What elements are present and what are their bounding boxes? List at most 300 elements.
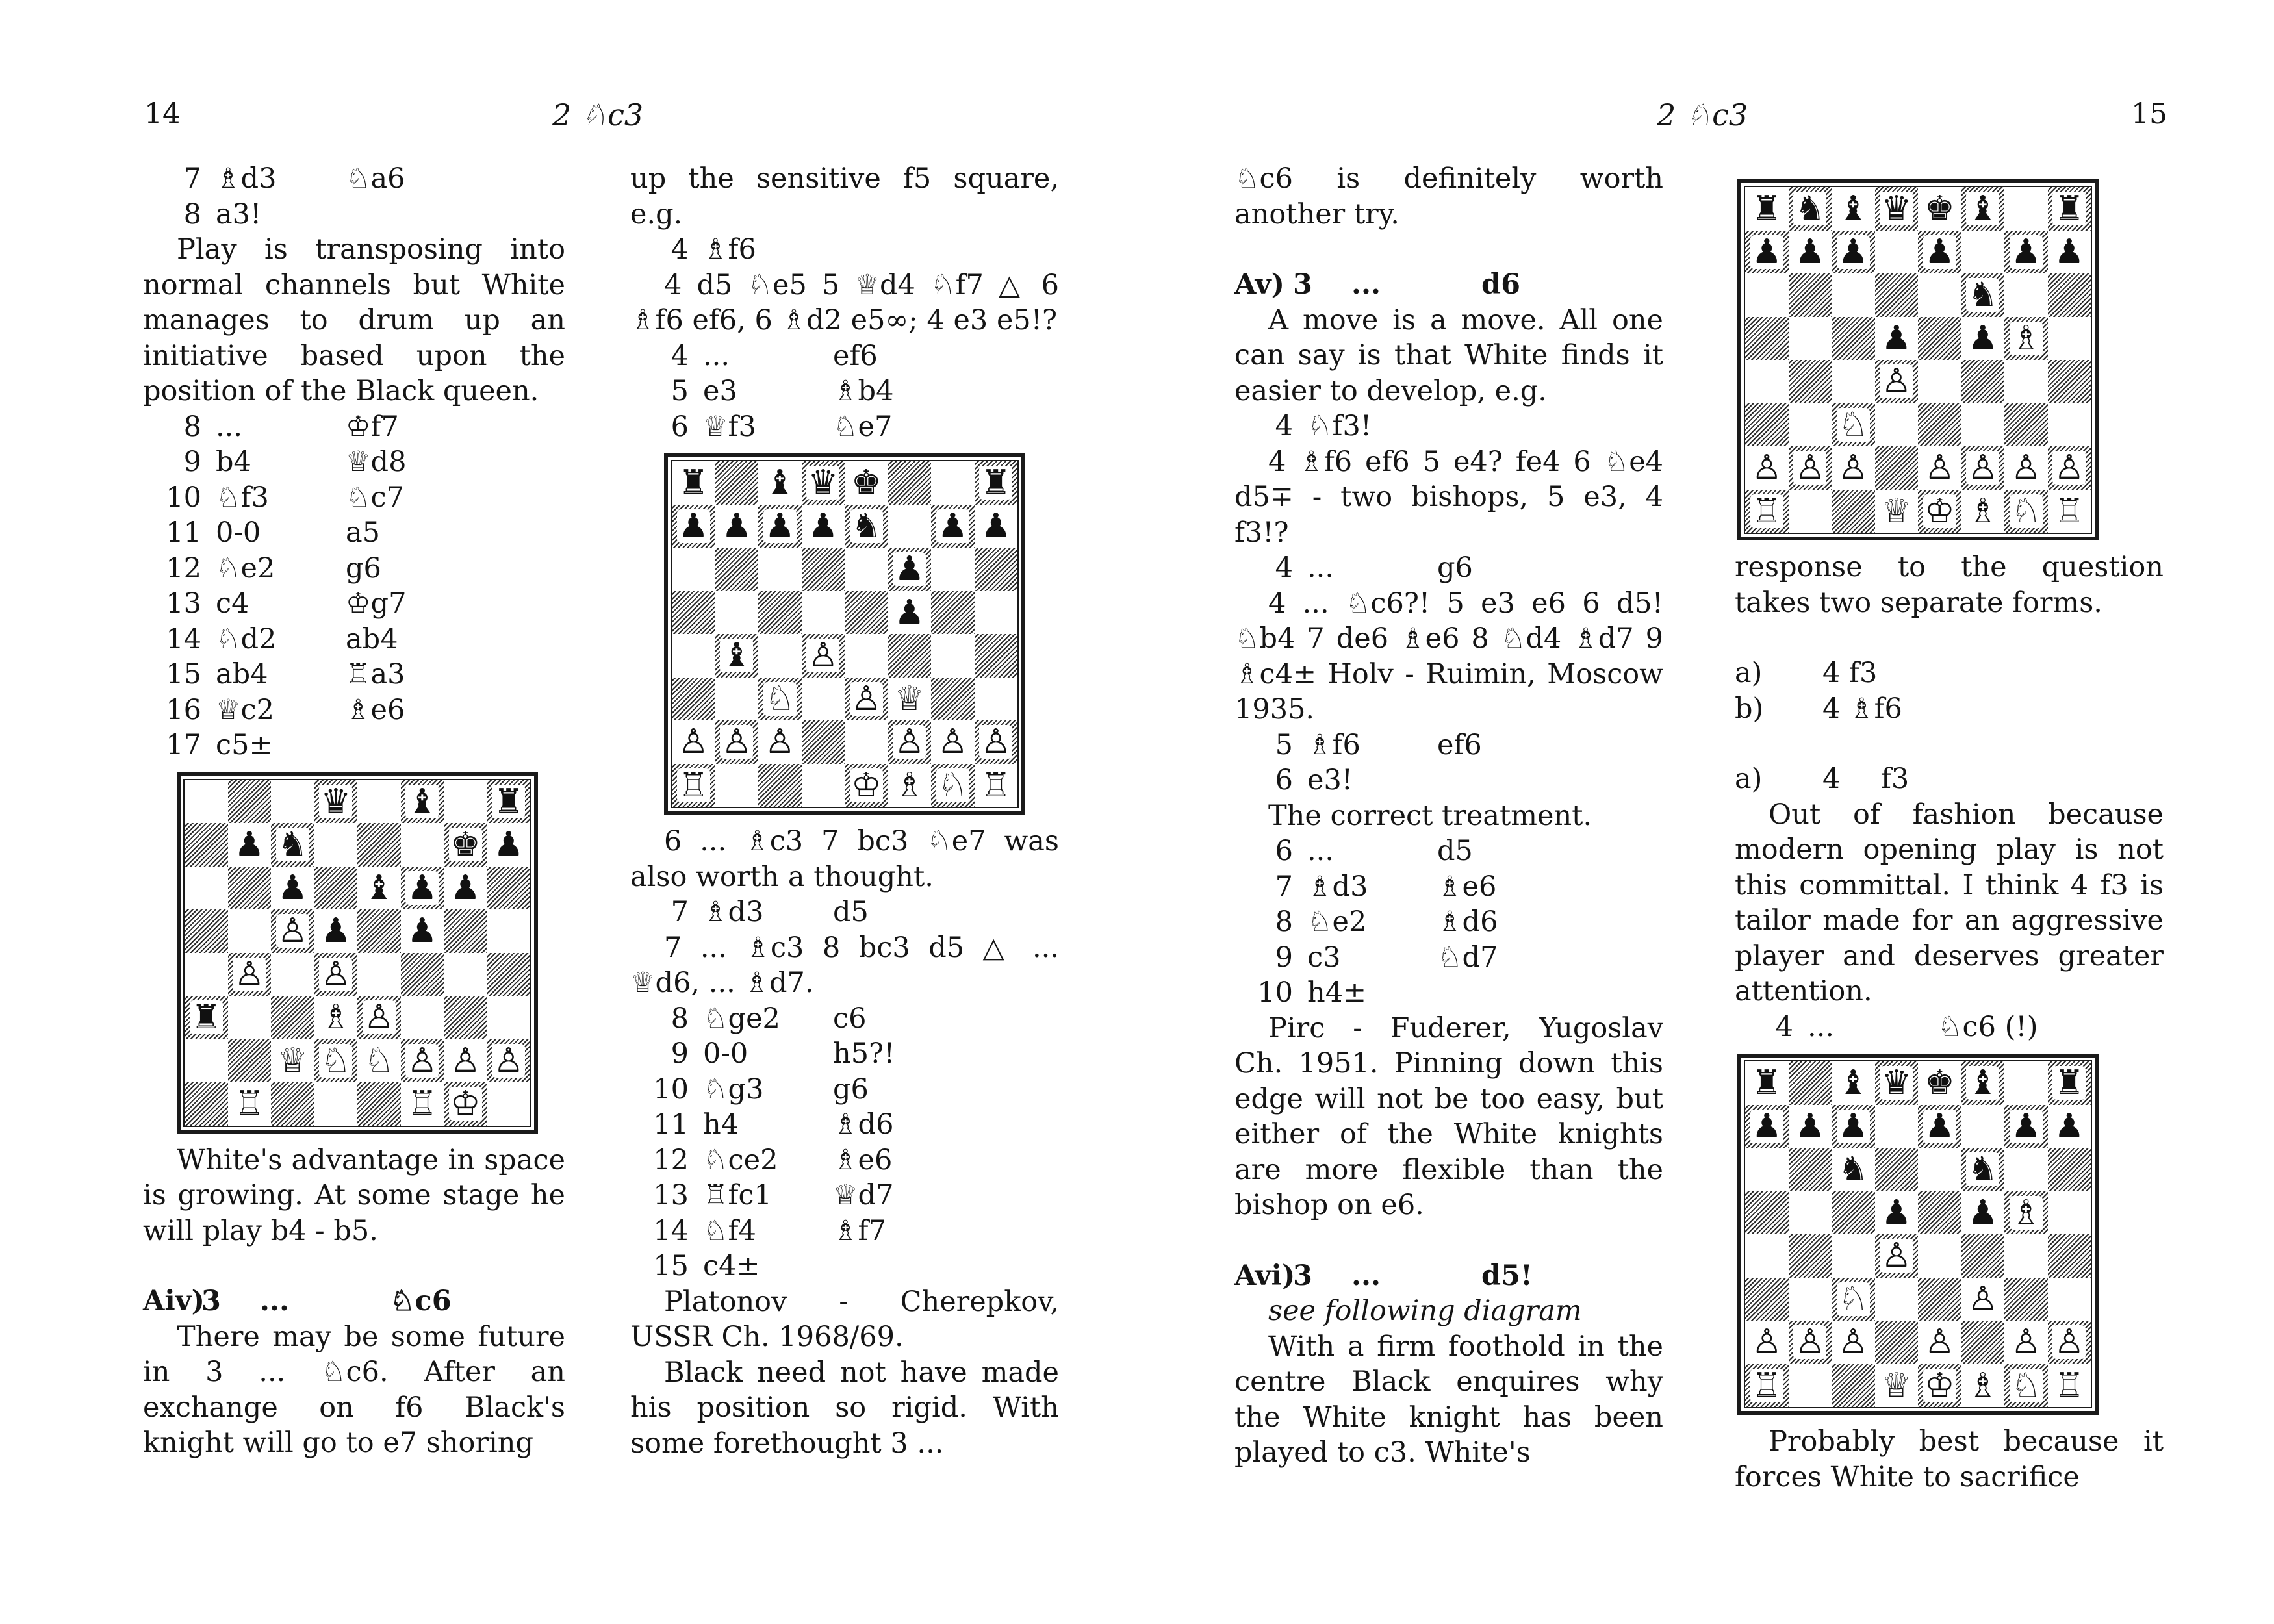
black-move: ef6	[1437, 728, 1482, 761]
board-square	[1918, 1061, 1961, 1105]
chess-piece: ♝	[1967, 1063, 1999, 1103]
board-square	[802, 548, 845, 591]
board-square	[228, 1039, 272, 1083]
chess-piece: ♙	[450, 1041, 481, 1080]
board-square	[314, 996, 358, 1039]
board-square	[2048, 1364, 2091, 1408]
move-row	[1234, 409, 1663, 444]
move-number: 14	[166, 622, 201, 655]
move-row	[1234, 728, 1663, 763]
chess-piece: ♟	[493, 825, 524, 865]
chess-piece: ♟	[808, 506, 839, 546]
white-move: 0-0	[216, 516, 261, 549]
board-square	[672, 720, 715, 764]
chess-piece: ♘	[764, 679, 795, 718]
chess-piece: ♙	[1967, 1279, 1999, 1319]
chess-piece: ♔	[850, 765, 882, 805]
chess-piece: ♟	[2010, 232, 2041, 272]
board-square	[1789, 403, 1832, 447]
black-move	[346, 728, 476, 763]
board-square	[715, 634, 759, 678]
board-square	[1789, 1105, 1832, 1148]
black-move: ♗e6	[346, 693, 405, 726]
white-move: ♘f3	[216, 481, 269, 514]
black-move: ef6	[833, 339, 878, 372]
white-move: ...	[1351, 268, 1381, 301]
board-square	[2004, 1321, 2048, 1364]
chess-piece: ♝	[721, 636, 752, 676]
board-square	[1918, 273, 1961, 317]
board-square	[845, 591, 888, 635]
board-square	[357, 1082, 401, 1126]
chess-piece: ♙	[2010, 448, 2041, 488]
black-move: ab4	[346, 622, 398, 655]
white-move: ♗d3	[703, 896, 764, 928]
chess-piece: ♘	[2010, 1365, 2041, 1405]
chess-piece: ♟	[234, 825, 265, 865]
paragraph: Platonov - Cherepkov, USSR Ch. 1968/69.	[630, 1285, 1059, 1353]
board-square	[758, 634, 802, 678]
board-square	[487, 909, 531, 953]
black-move: g6	[833, 1072, 869, 1106]
white-move: ♗d3	[1307, 870, 1368, 903]
board-square	[1875, 1234, 1919, 1278]
board-grid	[183, 779, 531, 1127]
board-square	[1918, 1321, 1961, 1364]
board-square	[271, 867, 314, 910]
white-move: c4	[216, 587, 249, 620]
chess-piece: ♙	[277, 911, 308, 951]
board-square	[1789, 187, 1832, 231]
board-square	[975, 634, 1018, 678]
white-move: 0-0	[703, 1037, 748, 1070]
board-square	[888, 591, 932, 635]
chess-piece: ♟	[2010, 1106, 2041, 1146]
board-grid	[1744, 186, 2092, 534]
board-square	[357, 1039, 401, 1083]
board-square	[487, 823, 531, 867]
move-number: 9	[671, 1037, 689, 1070]
board-square	[1918, 490, 1961, 533]
move-number: 11	[166, 516, 201, 549]
chess-piece: ♙	[2054, 1323, 2085, 1362]
board-square	[1961, 1105, 2005, 1148]
board-square	[931, 548, 975, 591]
chess-piece: ♟	[1751, 232, 1782, 272]
board-square	[2004, 273, 2048, 317]
white-move: ♘e2	[1307, 906, 1367, 938]
board-square	[1789, 273, 1832, 317]
chess-piece: ♖	[1751, 491, 1782, 531]
board-square	[1961, 490, 2005, 533]
board-square	[487, 780, 531, 824]
board-square	[271, 1039, 314, 1083]
chess-piece: ♜	[2054, 189, 2085, 229]
white-move: e3	[703, 375, 737, 407]
move-row	[630, 409, 1059, 445]
chess-piece: ♟	[1924, 232, 1955, 272]
board-square	[1745, 1191, 1789, 1235]
board-square	[401, 1082, 444, 1126]
white-move: c5±	[216, 729, 273, 761]
white-move: ...	[1307, 835, 1335, 867]
board-square	[802, 461, 845, 505]
chess-piece: ♚	[1924, 189, 1955, 229]
chess-diagram	[177, 772, 538, 1134]
black-move: ♕d8	[346, 446, 407, 478]
chess-piece: ♘	[2010, 491, 2041, 531]
chess-piece: ♙	[1924, 448, 1955, 488]
chess-piece: ♔	[1924, 491, 1955, 531]
board-square	[487, 996, 531, 1039]
board-square	[758, 764, 802, 807]
move-number: 3	[201, 1285, 221, 1317]
board-square	[1961, 360, 2005, 403]
board-square	[185, 1039, 228, 1083]
board-square	[314, 780, 358, 824]
black-move: d5	[833, 896, 869, 928]
paragraph: 6 ... ♗c3 7 bc3 ♘e7 was also worth a thought.	[630, 825, 1059, 893]
board-square	[1918, 1105, 1961, 1148]
chess-piece: ♘	[937, 765, 968, 805]
board-square	[2004, 1364, 2048, 1408]
move-row	[630, 1072, 1059, 1108]
board-square	[715, 591, 759, 635]
chess-piece: ♙	[894, 722, 925, 762]
board-square	[758, 461, 802, 505]
move-row	[143, 586, 565, 622]
chess-piece: ♗	[2010, 318, 2041, 358]
chess-piece: ♟	[894, 592, 925, 632]
board-square	[228, 996, 272, 1039]
black-move: ♘e7	[833, 410, 893, 443]
board-square	[1918, 1148, 1961, 1191]
move-number: 9	[1275, 941, 1293, 974]
variation-heading	[1234, 1258, 1663, 1294]
move-number: 15	[653, 1250, 689, 1282]
move-list	[143, 161, 565, 232]
chess-piece: ♟	[764, 506, 795, 546]
black-move: ♗b4	[833, 375, 894, 407]
white-move: a3!	[216, 197, 262, 231]
board-square	[1789, 1234, 1832, 1278]
board-square	[1745, 187, 1789, 231]
move-row	[143, 197, 565, 233]
board-square	[2004, 1105, 2048, 1148]
board-square	[1961, 1191, 2005, 1235]
chess-piece: ♟	[1967, 318, 1999, 358]
board-square	[2048, 1148, 2091, 1191]
board-square	[2048, 360, 2091, 403]
board-square	[975, 764, 1018, 807]
board-square	[1961, 1321, 2005, 1364]
board-square	[228, 867, 272, 910]
board-square	[444, 996, 487, 1039]
board-square	[2048, 1321, 2091, 1364]
board-square	[888, 548, 932, 591]
chess-piece: ♜	[2054, 1063, 2085, 1103]
form-label: b)	[1735, 692, 1764, 725]
board-square	[185, 867, 228, 910]
board-square	[228, 953, 272, 996]
chess-piece: ♙	[1881, 1236, 1912, 1276]
chess-piece: ♘	[1837, 405, 1869, 444]
move-row	[1234, 869, 1663, 905]
board-square	[2004, 360, 2048, 403]
left-column-1	[143, 161, 565, 1461]
move-row	[630, 374, 1059, 409]
white-move: e3!	[1307, 764, 1353, 796]
board-square	[401, 867, 444, 910]
board-square	[444, 823, 487, 867]
move-number: 9	[183, 446, 201, 478]
page-number: 15	[2131, 97, 2167, 131]
board-square	[672, 591, 715, 635]
board-square	[888, 461, 932, 505]
move-number: 11	[653, 1108, 689, 1141]
board-square	[1961, 1364, 2005, 1408]
board-square	[1745, 317, 1789, 361]
chess-piece: ♝	[1837, 1063, 1869, 1103]
white-move: ♗d3	[216, 162, 277, 195]
board-square	[1745, 1321, 1789, 1364]
move-row	[630, 1107, 1059, 1143]
chess-piece: ♟	[721, 506, 752, 546]
board-square	[802, 720, 845, 764]
chess-piece: ♟	[2054, 232, 2085, 272]
board-square	[1745, 446, 1789, 490]
board-square	[357, 780, 401, 824]
chess-piece: ♟	[1967, 1193, 1999, 1232]
paragraph: Probably best because it forces White to sacrifice	[1735, 1425, 2164, 1493]
board-square	[931, 634, 975, 678]
board-square	[487, 1082, 531, 1126]
chess-piece: ♛	[1881, 1063, 1912, 1103]
board-square	[1745, 360, 1789, 403]
board-square	[975, 461, 1018, 505]
board-square	[1832, 273, 1875, 317]
chess-piece: ♞	[277, 825, 308, 865]
board-square	[1832, 1278, 1875, 1321]
board-square	[444, 867, 487, 910]
board-square	[1961, 1061, 2005, 1105]
board-square	[271, 823, 314, 867]
board-square	[1961, 187, 2005, 231]
move-row	[143, 409, 565, 445]
chess-piece: ♗	[2010, 1193, 2041, 1232]
board-square	[314, 1082, 358, 1126]
black-move: ♗f7	[833, 1214, 886, 1247]
board-square	[401, 1039, 444, 1083]
board-square	[357, 909, 401, 953]
board-square	[1875, 1278, 1919, 1321]
board-square	[1961, 273, 2005, 317]
move-list	[143, 409, 565, 763]
black-move: ♔g7	[346, 587, 407, 620]
chess-piece: ♗	[1967, 491, 1999, 531]
move-number: 4	[1775, 1010, 1793, 1043]
board-square	[1961, 1234, 2005, 1278]
board-square	[2048, 1278, 2091, 1321]
board-square	[271, 1082, 314, 1126]
board-square	[2048, 490, 2091, 533]
board-square	[401, 909, 444, 953]
board-grid	[671, 460, 1019, 808]
board-square	[931, 678, 975, 721]
chess-piece: ♕	[1881, 491, 1912, 531]
move-number: 12	[166, 552, 201, 585]
board-square	[185, 953, 228, 996]
move-number: 16	[166, 693, 201, 726]
board-square	[672, 764, 715, 807]
board-square	[845, 461, 888, 505]
board-square	[975, 720, 1018, 764]
chess-piece: ♔	[1924, 1365, 1955, 1405]
move-row	[1234, 550, 1663, 586]
move-row	[143, 515, 565, 551]
chess-piece: ♙	[764, 722, 795, 762]
chess-piece: ♖	[2054, 491, 2085, 531]
board-square	[1745, 231, 1789, 274]
chess-piece: ♙	[1837, 1323, 1869, 1362]
chess-piece: ♞	[1967, 1150, 1999, 1189]
move-list	[1234, 550, 1663, 586]
board-square	[2048, 1234, 2091, 1278]
move-row	[630, 1178, 1059, 1213]
board-grid	[1744, 1060, 2092, 1408]
board-square	[2004, 231, 2048, 274]
board-square	[2048, 231, 2091, 274]
move-number: 10	[653, 1072, 689, 1106]
board-square	[802, 634, 845, 678]
board-square	[845, 505, 888, 548]
chess-piece: ♗	[894, 765, 925, 805]
board-square	[314, 1039, 358, 1083]
black-move: ♗d6	[1437, 906, 1498, 938]
move-number: 8	[671, 1002, 689, 1035]
white-move: ...	[1808, 1010, 1835, 1043]
board-square	[1875, 231, 1919, 274]
chess-piece: ♟	[320, 911, 351, 951]
chess-piece: ♟	[678, 506, 709, 546]
variation-label: Avi)	[1234, 1259, 1296, 1292]
board-square	[444, 953, 487, 996]
black-move: g6	[346, 552, 381, 585]
black-move: d6	[1481, 268, 1520, 301]
board-square	[228, 1082, 272, 1126]
chess-piece: ♝	[363, 868, 394, 907]
move-number: 12	[653, 1143, 689, 1176]
board-square	[1832, 231, 1875, 274]
move-list	[630, 338, 1059, 445]
move-number: 3	[1293, 268, 1312, 301]
chess-piece: ♙	[363, 998, 394, 1037]
board-square	[2048, 1061, 2091, 1105]
board-square	[1832, 490, 1875, 533]
board-square	[802, 764, 845, 807]
chess-piece: ♞	[850, 506, 882, 546]
chess-piece: ♙	[2010, 1323, 2041, 1362]
chess-piece: ♙	[808, 636, 839, 676]
chess-piece: ♙	[407, 1041, 438, 1080]
board-square	[1875, 1364, 1919, 1408]
white-move: ♗f6	[1307, 728, 1361, 761]
black-move: d5!	[1481, 1259, 1533, 1292]
white-move: c3	[1307, 941, 1341, 974]
right-column-2	[1735, 179, 2164, 1495]
board-square	[1745, 273, 1789, 317]
move-row	[143, 622, 565, 657]
paragraph: up the sensitive f5 square, e.g.	[630, 162, 1059, 231]
white-move: ♘f4	[703, 1214, 756, 1247]
chess-piece: ♗	[1967, 1365, 1999, 1405]
board-square	[1832, 1191, 1875, 1235]
paragraph: The correct treatment.	[1268, 799, 1592, 832]
board-square	[802, 591, 845, 635]
board-square	[1789, 1191, 1832, 1235]
board-square	[975, 591, 1018, 635]
black-move: ♘c7	[346, 481, 404, 514]
move-row	[143, 480, 565, 516]
black-move	[833, 1249, 963, 1284]
board-square	[888, 720, 932, 764]
board-square	[1789, 360, 1832, 403]
chess-piece: ♟	[1795, 1106, 1826, 1146]
move-row	[1234, 763, 1663, 798]
board-square	[1875, 1105, 1919, 1148]
board-square	[2048, 317, 2091, 361]
board-square	[845, 548, 888, 591]
board-square	[802, 505, 845, 548]
board-square	[2004, 317, 2048, 361]
black-move	[833, 232, 963, 268]
chess-piece: ♖	[980, 765, 1012, 805]
board-square	[1875, 1191, 1919, 1235]
move-list	[1234, 728, 1663, 798]
chess-piece: ♝	[1967, 189, 1999, 229]
white-move: ...	[703, 339, 730, 372]
move-number: 7	[183, 162, 201, 195]
chess-piece: ♙	[1881, 362, 1912, 401]
chess-piece: ♟	[407, 911, 438, 951]
board-square	[931, 591, 975, 635]
board-square	[1832, 1061, 1875, 1105]
board-square	[672, 505, 715, 548]
chess-piece: ♖	[1751, 1365, 1782, 1405]
chess-piece: ♜	[1751, 189, 1782, 229]
board-square	[2004, 403, 2048, 447]
move-number: 4	[671, 339, 689, 372]
move-number: 4	[1275, 552, 1293, 584]
paragraph: Out of fashion because modern opening play is not this committal. I think 4 f3 is tailor made for an aggressive player and deserves greater attention.	[1735, 798, 2164, 1008]
board-square	[758, 548, 802, 591]
white-move: ♘g3	[703, 1072, 764, 1106]
board-square	[1961, 1148, 2005, 1191]
board-square	[1875, 490, 1919, 533]
white-move: ♕c2	[216, 693, 274, 726]
move-row	[630, 338, 1059, 374]
board-square	[931, 764, 975, 807]
chess-piece: ♟	[1881, 1193, 1912, 1232]
chess-piece: ♟	[277, 868, 308, 907]
move-list	[1234, 833, 1663, 1011]
chess-piece: ♝	[764, 463, 795, 503]
move-row	[1234, 975, 1663, 1011]
chess-piece: ♖	[407, 1084, 438, 1124]
chess-piece: ♙	[678, 722, 709, 762]
running-head: 2 ♘c3	[1657, 97, 1748, 133]
white-move: ...	[260, 1285, 289, 1317]
